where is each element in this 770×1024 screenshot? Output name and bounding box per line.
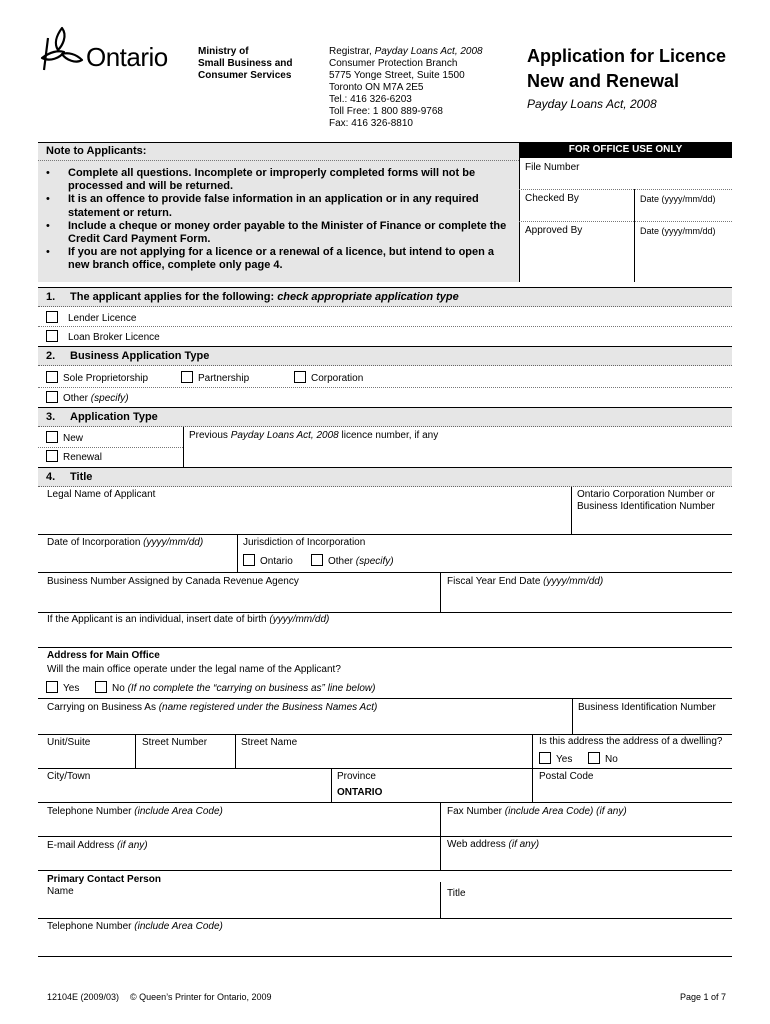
divider [519,158,520,282]
fiscal-year-end-field[interactable]: Fiscal Year End Date (yyyy/mm/dd) [447,576,604,587]
approved-by-field[interactable]: Approved By [525,225,583,236]
divider [38,612,732,613]
contact-name-field[interactable]: Name [47,886,74,897]
divider [38,647,732,648]
divider [331,768,332,802]
no-checkbox[interactable] [95,681,107,693]
province-label: Province [337,771,376,782]
divider [571,487,572,534]
loan-broker-licence-option[interactable]: Loan Broker Licence [46,330,160,344]
other-jurisdiction-checkbox[interactable] [311,554,323,566]
dwelling-yes-checkbox[interactable] [539,752,551,764]
note-item: • Complete all questions. Incomplete or improperly completed forms will not be processed and will be returned. [46,167,516,193]
business-identification-number-field[interactable]: Business Identification Number [578,702,716,713]
lender-licence-option[interactable]: Lender Licence [46,311,136,325]
corporation-checkbox[interactable] [294,371,306,383]
section-1-header: 1. The applicant applies for the following: check appropriate application type [38,287,732,307]
section-3-header: 3. Application Type [38,407,732,427]
divider [440,572,441,612]
unit-suite-field[interactable]: Unit/Suite [47,737,91,748]
note-item: • It is an offence to provide false information in an application or in any required statement or return. [46,193,516,219]
divider [38,734,732,735]
carrying-on-business-field[interactable]: Carrying on Business As (name registered under the Business Names Act) [47,702,378,713]
copyright: © Queen’s Printer for Ontario, 2009 [130,992,272,1002]
dwelling-no-checkbox[interactable] [588,752,600,764]
contact-title-field[interactable]: Title [447,888,466,899]
date-approved-field[interactable]: Date (yyyy/mm/dd) [640,226,716,236]
logo-wordmark: Ontario [86,42,168,72]
corporation-number-field[interactable]: Ontario Corporation Number or Business Identification Number [577,489,715,512]
checked-by-field[interactable]: Checked By [525,193,579,204]
jurisdiction-other-option[interactable]: Other (specify) [311,554,394,568]
contact-telephone-field[interactable]: Telephone Number (include Area Code) [47,921,223,932]
divider [38,326,732,327]
postal-code-field[interactable]: Postal Code [539,771,594,782]
new-application-option[interactable]: New [46,431,83,445]
note-item: • If you are not applying for a licence or a renewal of a licence, but intend to open a new branch office, complete only page 4. [46,246,516,272]
divider [38,447,183,448]
divider [38,160,519,161]
dwelling-question: Is this address the address of a dwelling? [539,736,723,747]
divider [237,534,238,572]
renewal-application-option[interactable]: Renewal [46,450,102,464]
divider [572,698,573,734]
divider [38,918,732,919]
date-of-incorporation-field[interactable]: Date of Incorporation (yyyy/mm/dd) [47,537,204,548]
note-list [46,167,516,273]
legal-name-field[interactable]: Legal Name of Applicant [47,489,156,500]
divider [38,698,732,699]
web-address-field[interactable]: Web address (if any) [447,839,540,850]
note-title: Note to Applicants: [46,145,147,157]
divider [38,956,732,957]
email-field[interactable]: E-mail Address (if any) [47,840,148,851]
divider [183,427,184,467]
other-business-type-checkbox[interactable] [46,391,58,403]
province-value: ONTARIO [337,787,383,798]
form-title: Application for Licence New and Renewal Payday Loans Act, 2008 [527,46,727,111]
renewal-checkbox[interactable] [46,450,58,462]
divider [38,534,732,535]
lender-licence-checkbox[interactable] [46,311,58,323]
divider [38,387,732,388]
divider [235,734,236,768]
partnership-option[interactable]: Partnership [181,371,249,385]
form-number: 12104E (2009/03) [47,992,120,1002]
legal-name-yes-option[interactable]: Yes [46,681,79,695]
yes-checkbox[interactable] [46,681,58,693]
office-use-header: FOR OFFICE USE ONLY [519,142,732,158]
street-number-field[interactable]: Street Number [142,737,208,748]
divider [135,734,136,768]
new-checkbox[interactable] [46,431,58,443]
trillium-icon [38,24,86,74]
address-main-office-heading: Address for Main Office [47,650,160,661]
ontario-checkbox[interactable] [243,554,255,566]
dwelling-no-option[interactable]: No [588,752,618,766]
ontario-logo [38,24,183,74]
operate-under-legal-name-question: Will the main office operate under the legal name of the Applicant? [47,664,341,675]
street-name-field[interactable]: Street Name [241,737,298,748]
divider [634,189,635,282]
divider [38,768,732,769]
divider [519,221,732,222]
section-2-header: 2. Business Application Type [38,346,732,366]
primary-contact-heading: Primary Contact Person [47,874,161,885]
note-item: • Include a cheque or money order payable to the Minister of Finance or complete the Credit Card Payment Form. [46,220,516,246]
dwelling-yes-option[interactable]: Yes [539,752,572,766]
divider [38,572,732,573]
section-4-header: 4. Title [38,467,732,487]
divider [38,836,732,837]
file-number-field[interactable]: File Number [525,162,580,173]
divider [38,802,732,803]
note-to-applicants [38,142,519,282]
sole-proprietorship-checkbox[interactable] [46,371,58,383]
registrar-address: Registrar, Payday Loans Act, 2008 Consumer Protection Branch 5775 Yonge Street, Suite 1500 Toronto ON M7A 2E5 Tel.: 416 326-6203 Toll Free: 1 800 889-9768 Fax: 416 326-8810 [329,46,483,129]
business-number-field[interactable]: Business Number Assigned by Canada Revenue Agency [47,576,299,587]
jurisdiction-label: Jurisdiction of Incorporation [243,537,366,548]
divider [38,870,732,871]
ministry-name: Ministry of Small Business and Consumer Services [198,46,293,81]
telephone-field[interactable]: Telephone Number (include Area Code) [47,806,223,817]
partnership-checkbox[interactable] [181,371,193,383]
divider [440,882,441,918]
previous-licence-number-field[interactable]: Previous Payday Loans Act, 2008 licence number, if any [189,430,439,441]
city-town-field[interactable]: City/Town [47,771,91,782]
fax-field[interactable]: Fax Number (include Area Code) (if any) [447,806,627,817]
corporation-option[interactable]: Corporation [294,371,363,385]
loan-broker-checkbox[interactable] [46,330,58,342]
other-business-type-option[interactable]: Other (specify) [46,391,129,405]
page-number: Page 1 of 7 [680,992,727,1002]
date-of-birth-field[interactable]: If the Applicant is an individual, insert date of birth (yyyy/mm/dd) [47,614,330,625]
sole-proprietorship-option[interactable]: Sole Proprietorship [46,371,148,385]
legal-name-no-option[interactable]: No (If no complete the “carrying on business as” line below) [95,681,375,695]
divider [519,189,732,190]
jurisdiction-ontario-option[interactable]: Ontario [243,554,293,568]
date-checked-field[interactable]: Date (yyyy/mm/dd) [640,194,716,204]
